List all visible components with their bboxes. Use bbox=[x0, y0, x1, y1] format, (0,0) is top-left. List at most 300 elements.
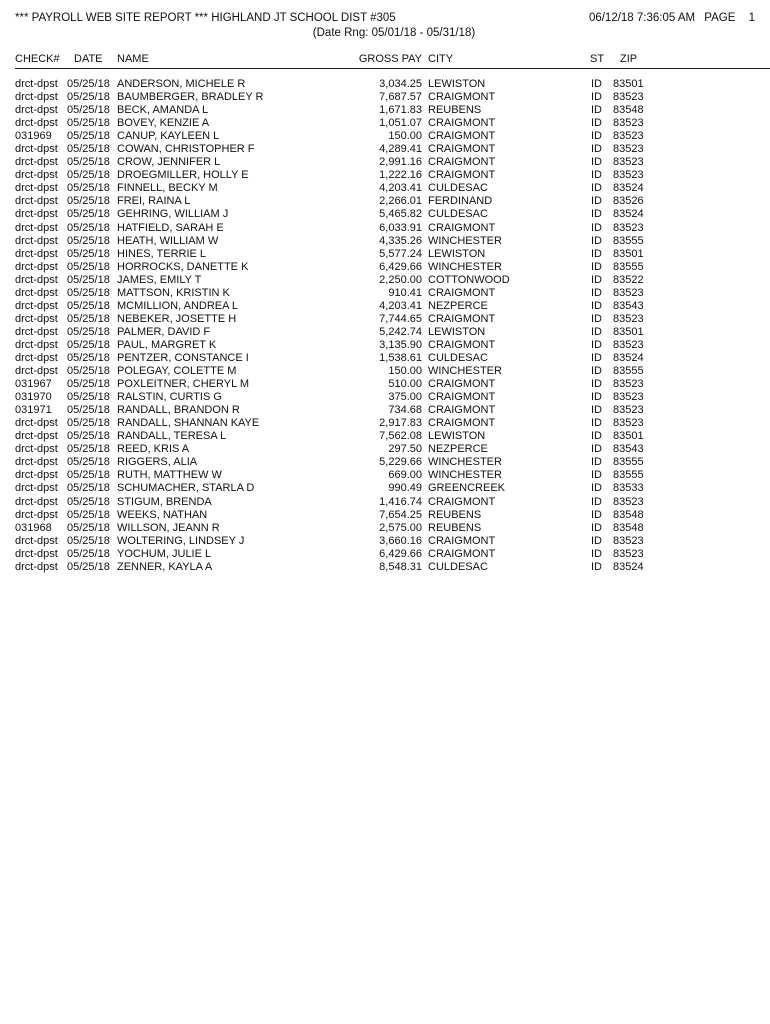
gross-pay: 5,242.74 bbox=[379, 325, 422, 338]
state: ID bbox=[591, 456, 602, 469]
zip-code: 83522 bbox=[613, 273, 644, 286]
table-row bbox=[15, 143, 770, 156]
state: ID bbox=[591, 299, 602, 312]
payroll-table-body bbox=[15, 78, 770, 574]
state: ID bbox=[591, 156, 602, 169]
zip-code: 83526 bbox=[613, 195, 644, 208]
gross-pay: 6,429.66 bbox=[379, 547, 422, 560]
state: ID bbox=[591, 234, 602, 247]
table-row bbox=[15, 208, 770, 221]
report-title: *** PAYROLL WEB SITE REPORT *** HIGHLAND JT SCHOOL DIST #305 bbox=[15, 12, 396, 24]
check-number: drct-dpst bbox=[15, 534, 58, 547]
zip-code: 83543 bbox=[613, 443, 644, 456]
zip-code: 83533 bbox=[613, 482, 644, 495]
gross-pay: 7,744.65 bbox=[379, 312, 422, 325]
city: WINCHESTER bbox=[428, 365, 502, 378]
check-number: drct-dpst bbox=[15, 547, 58, 560]
city: CULDESAC bbox=[428, 182, 488, 195]
state: ID bbox=[591, 378, 602, 391]
table-row bbox=[15, 313, 770, 326]
gross-pay: 2,266.01 bbox=[379, 195, 422, 208]
city: CRAIGMONT bbox=[428, 391, 496, 404]
zip-code: 83523 bbox=[613, 534, 644, 547]
zip-code: 83523 bbox=[613, 404, 644, 417]
table-row bbox=[15, 261, 770, 274]
state: ID bbox=[591, 143, 602, 156]
employee-name: GEHRING, WILLIAM J bbox=[117, 208, 229, 221]
zip-code: 83523 bbox=[613, 117, 644, 130]
pay-date: 05/25/18 bbox=[67, 234, 110, 247]
table-row bbox=[15, 365, 770, 378]
run-timestamp: 06/12/18 7:36:05 AM bbox=[588, 12, 696, 24]
city: FERDINAND bbox=[428, 195, 493, 208]
zip-code: 83523 bbox=[613, 91, 644, 104]
employee-name: REED, KRIS A bbox=[117, 443, 190, 456]
check-number: drct-dpst bbox=[15, 351, 58, 364]
zip-code: 83523 bbox=[613, 130, 644, 143]
check-number: drct-dpst bbox=[15, 456, 58, 469]
state: ID bbox=[591, 325, 602, 338]
check-number: drct-dpst bbox=[15, 299, 58, 312]
state: ID bbox=[591, 391, 602, 404]
state: ID bbox=[591, 365, 602, 378]
employee-name: RANDALL, SHANNAN KAYE bbox=[117, 417, 260, 430]
pay-date: 05/25/18 bbox=[67, 299, 110, 312]
gross-pay: 3,660.16 bbox=[379, 534, 422, 547]
column-header-gross-pay: GROSS PAY bbox=[358, 53, 422, 65]
city: WINCHESTER bbox=[428, 469, 502, 482]
gross-pay: 734.68 bbox=[388, 404, 422, 417]
check-number: drct-dpst bbox=[15, 143, 58, 156]
state: ID bbox=[591, 443, 602, 456]
check-number: drct-dpst bbox=[15, 247, 58, 260]
employee-name: RANDALL, BRANDON R bbox=[117, 404, 240, 417]
zip-code: 83523 bbox=[613, 547, 644, 560]
column-header-zip: ZIP bbox=[620, 53, 638, 65]
city: CRAIGMONT bbox=[428, 156, 496, 169]
pay-date: 05/25/18 bbox=[67, 365, 110, 378]
employee-name: HATFIELD, SARAH E bbox=[117, 221, 224, 234]
state: ID bbox=[591, 417, 602, 430]
state: ID bbox=[591, 117, 602, 130]
zip-code: 83523 bbox=[613, 143, 644, 156]
gross-pay: 5,465.82 bbox=[379, 208, 422, 221]
table-row bbox=[15, 156, 770, 169]
city: REUBENS bbox=[428, 521, 482, 534]
pay-date: 05/25/18 bbox=[67, 286, 110, 299]
pay-date: 05/25/18 bbox=[67, 378, 110, 391]
state: ID bbox=[591, 195, 602, 208]
check-number: drct-dpst bbox=[15, 169, 58, 182]
city: CRAIGMONT bbox=[428, 534, 496, 547]
state: ID bbox=[591, 495, 602, 508]
city: NEZPERCE bbox=[428, 443, 488, 456]
check-number: drct-dpst bbox=[15, 495, 58, 508]
employee-name: BAUMBERGER, BRADLEY R bbox=[117, 91, 264, 104]
column-header-date: DATE bbox=[74, 53, 103, 65]
gross-pay: 1,538.61 bbox=[379, 351, 422, 364]
zip-code: 83523 bbox=[613, 417, 644, 430]
city: REUBENS bbox=[428, 104, 482, 117]
state: ID bbox=[591, 560, 602, 573]
gross-pay: 1,671.83 bbox=[379, 104, 422, 117]
zip-code: 83548 bbox=[613, 104, 644, 117]
city: WINCHESTER bbox=[428, 260, 502, 273]
table-row bbox=[15, 430, 770, 443]
pay-date: 05/25/18 bbox=[67, 325, 110, 338]
city: CRAIGMONT bbox=[428, 378, 496, 391]
zip-code: 83555 bbox=[613, 365, 644, 378]
employee-name: POXLEITNER, CHERYL M bbox=[117, 378, 250, 391]
city: LEWISTON bbox=[428, 78, 486, 90]
city: LEWISTON bbox=[428, 325, 486, 338]
city: CRAIGMONT bbox=[428, 221, 496, 234]
page-label: PAGE bbox=[704, 12, 736, 24]
pay-date: 05/25/18 bbox=[67, 273, 110, 286]
city: GREENCREEK bbox=[428, 482, 506, 495]
pay-date: 05/25/18 bbox=[67, 404, 110, 417]
table-row bbox=[15, 300, 770, 313]
zip-code: 83524 bbox=[613, 560, 644, 573]
employee-name: YOCHUM, JULIE L bbox=[117, 547, 212, 560]
table-row bbox=[15, 182, 770, 195]
city: LEWISTON bbox=[428, 430, 486, 443]
gross-pay: 4,289.41 bbox=[379, 143, 422, 156]
city: CRAIGMONT bbox=[428, 338, 496, 351]
gross-pay: 7,687.57 bbox=[379, 91, 422, 104]
table-row bbox=[15, 91, 770, 104]
state: ID bbox=[591, 534, 602, 547]
zip-code: 83543 bbox=[613, 299, 644, 312]
check-number: drct-dpst bbox=[15, 508, 58, 521]
table-row bbox=[15, 222, 770, 235]
zip-code: 83523 bbox=[613, 156, 644, 169]
state: ID bbox=[591, 286, 602, 299]
column-header-check: CHECK# bbox=[15, 53, 60, 65]
table-row bbox=[15, 104, 770, 117]
table-row bbox=[15, 391, 770, 404]
zip-code: 83501 bbox=[613, 247, 644, 260]
zip-code: 83523 bbox=[613, 338, 644, 351]
employee-name: ZENNER, KAYLA A bbox=[117, 560, 213, 573]
zip-code: 83501 bbox=[613, 325, 644, 338]
gross-pay: 1,222.16 bbox=[379, 169, 422, 182]
employee-name: HORROCKS, DANETTE K bbox=[117, 260, 249, 273]
employee-name: CANUP, KAYLEEN L bbox=[117, 130, 220, 143]
zip-code: 83524 bbox=[613, 351, 644, 364]
table-row bbox=[15, 561, 770, 574]
pay-date: 05/25/18 bbox=[67, 312, 110, 325]
check-number: drct-dpst bbox=[15, 273, 58, 286]
check-number: 031967 bbox=[15, 378, 52, 391]
table-row bbox=[15, 169, 770, 182]
city: COTTONWOOD bbox=[428, 273, 510, 286]
zip-code: 83501 bbox=[613, 78, 644, 90]
gross-pay: 6,429.66 bbox=[379, 260, 422, 273]
state: ID bbox=[591, 273, 602, 286]
pay-date: 05/25/18 bbox=[67, 521, 110, 534]
pay-date: 05/25/18 bbox=[67, 351, 110, 364]
pay-date: 05/25/18 bbox=[67, 91, 110, 104]
employee-name: PENTZER, CONSTANCE I bbox=[117, 351, 249, 364]
zip-code: 83523 bbox=[613, 286, 644, 299]
gross-pay: 1,416.74 bbox=[379, 495, 422, 508]
table-row bbox=[15, 130, 770, 143]
employee-name: STIGUM, BRENDA bbox=[117, 495, 212, 508]
employee-name: RANDALL, TERESA L bbox=[117, 430, 227, 443]
gross-pay: 4,335.26 bbox=[379, 234, 422, 247]
city: CULDESAC bbox=[428, 560, 488, 573]
state: ID bbox=[591, 182, 602, 195]
table-row bbox=[15, 235, 770, 248]
pay-date: 05/25/18 bbox=[67, 169, 110, 182]
table-row bbox=[15, 456, 770, 469]
state: ID bbox=[591, 547, 602, 560]
employee-name: MATTSON, KRISTIN K bbox=[117, 286, 230, 299]
city: WINCHESTER bbox=[428, 234, 502, 247]
gross-pay: 8,548.31 bbox=[379, 560, 422, 573]
employee-name: SCHUMACHER, STARLA D bbox=[117, 482, 255, 495]
check-number: drct-dpst bbox=[15, 208, 58, 221]
state: ID bbox=[591, 482, 602, 495]
gross-pay: 297.50 bbox=[388, 443, 422, 456]
pay-date: 05/25/18 bbox=[67, 456, 110, 469]
employee-name: WOLTERING, LINDSEY J bbox=[117, 534, 245, 547]
column-header-city: CITY bbox=[428, 53, 454, 65]
pay-date: 05/25/18 bbox=[67, 182, 110, 195]
city: CRAIGMONT bbox=[428, 312, 496, 325]
check-number: drct-dpst bbox=[15, 338, 58, 351]
state: ID bbox=[591, 247, 602, 260]
pay-date: 05/25/18 bbox=[67, 247, 110, 260]
check-number: drct-dpst bbox=[15, 365, 58, 378]
check-number: drct-dpst bbox=[15, 560, 58, 573]
city: WINCHESTER bbox=[428, 456, 502, 469]
city: CRAIGMONT bbox=[428, 130, 496, 143]
gross-pay: 3,034.25 bbox=[379, 78, 422, 90]
state: ID bbox=[591, 130, 602, 143]
city: REUBENS bbox=[428, 508, 482, 521]
city: CRAIGMONT bbox=[428, 404, 496, 417]
check-number: drct-dpst bbox=[15, 234, 58, 247]
zip-code: 83555 bbox=[613, 234, 644, 247]
pay-date: 05/25/18 bbox=[67, 117, 110, 130]
check-number: 031971 bbox=[15, 404, 52, 417]
table-row bbox=[15, 78, 770, 91]
zip-code: 83523 bbox=[613, 169, 644, 182]
check-number: 031970 bbox=[15, 391, 52, 404]
pay-date: 05/25/18 bbox=[67, 508, 110, 521]
state: ID bbox=[591, 208, 602, 221]
state: ID bbox=[591, 351, 602, 364]
table-row bbox=[15, 352, 770, 365]
zip-code: 83524 bbox=[613, 208, 644, 221]
check-number: drct-dpst bbox=[15, 78, 58, 90]
table-row bbox=[15, 326, 770, 339]
report-run-info bbox=[589, 12, 755, 24]
check-number: drct-dpst bbox=[15, 221, 58, 234]
check-number: drct-dpst bbox=[15, 91, 58, 104]
check-number: drct-dpst bbox=[15, 312, 58, 325]
column-header-row bbox=[15, 53, 770, 67]
employee-name: PALMER, DAVID F bbox=[117, 325, 211, 338]
employee-name: WILLSON, JEANN R bbox=[117, 521, 220, 534]
table-row bbox=[15, 482, 770, 495]
table-row bbox=[15, 274, 770, 287]
city: CRAIGMONT bbox=[428, 143, 496, 156]
table-row bbox=[15, 287, 770, 300]
gross-pay: 5,577.24 bbox=[379, 247, 422, 260]
gross-pay: 375.00 bbox=[388, 391, 422, 404]
table-row bbox=[15, 509, 770, 522]
gross-pay: 1,051.07 bbox=[379, 117, 422, 130]
gross-pay: 2,575.00 bbox=[379, 521, 422, 534]
gross-pay: 2,991.16 bbox=[379, 156, 422, 169]
zip-code: 83548 bbox=[613, 521, 644, 534]
employee-name: COWAN, CHRISTOPHER F bbox=[117, 143, 255, 156]
employee-name: DROEGMILLER, HOLLY E bbox=[117, 169, 249, 182]
zip-code: 83523 bbox=[613, 378, 644, 391]
gross-pay: 7,562.08 bbox=[379, 430, 422, 443]
check-number: drct-dpst bbox=[15, 117, 58, 130]
state: ID bbox=[591, 338, 602, 351]
employee-name: RUTH, MATTHEW W bbox=[117, 469, 222, 482]
table-row bbox=[15, 469, 770, 482]
date-range: (Date Rng: 05/01/18 - 05/31/18) bbox=[312, 27, 476, 39]
gross-pay: 510.00 bbox=[388, 378, 422, 391]
city: CRAIGMONT bbox=[428, 417, 496, 430]
pay-date: 05/25/18 bbox=[67, 221, 110, 234]
pay-date: 05/25/18 bbox=[67, 482, 110, 495]
city: CULDESAC bbox=[428, 351, 488, 364]
pay-date: 05/25/18 bbox=[67, 130, 110, 143]
city: CRAIGMONT bbox=[428, 547, 496, 560]
gross-pay: 4,203.41 bbox=[379, 299, 422, 312]
check-number: drct-dpst bbox=[15, 286, 58, 299]
gross-pay: 669.00 bbox=[388, 469, 422, 482]
pay-date: 05/25/18 bbox=[67, 534, 110, 547]
pay-date: 05/25/18 bbox=[67, 338, 110, 351]
pay-date: 05/25/18 bbox=[67, 143, 110, 156]
check-number: drct-dpst bbox=[15, 104, 58, 117]
zip-code: 83523 bbox=[613, 391, 644, 404]
city: CRAIGMONT bbox=[428, 117, 496, 130]
employee-name: NEBEKER, JOSETTE H bbox=[117, 312, 237, 325]
check-number: drct-dpst bbox=[15, 417, 58, 430]
employee-name: POLEGAY, COLETTE M bbox=[117, 365, 237, 378]
report-header bbox=[15, 12, 755, 26]
city: CRAIGMONT bbox=[428, 169, 496, 182]
table-row bbox=[15, 404, 770, 417]
employee-name: HINES, TERRIE L bbox=[117, 247, 207, 260]
state: ID bbox=[591, 430, 602, 443]
gross-pay: 2,250.00 bbox=[379, 273, 422, 286]
gross-pay: 910.41 bbox=[388, 286, 422, 299]
table-row bbox=[15, 496, 770, 509]
employee-name: HEATH, WILLIAM W bbox=[117, 234, 219, 247]
employee-name: JAMES, EMILY T bbox=[117, 273, 202, 286]
state: ID bbox=[591, 469, 602, 482]
check-number: drct-dpst bbox=[15, 182, 58, 195]
zip-code: 83555 bbox=[613, 456, 644, 469]
state: ID bbox=[591, 312, 602, 325]
employee-name: ANDERSON, MICHELE R bbox=[117, 78, 246, 90]
table-row bbox=[15, 535, 770, 548]
gross-pay: 4,203.41 bbox=[379, 182, 422, 195]
employee-name: MCMILLION, ANDREA L bbox=[117, 299, 239, 312]
state: ID bbox=[591, 78, 602, 90]
gross-pay: 990.49 bbox=[388, 482, 422, 495]
pay-date: 05/25/18 bbox=[67, 417, 110, 430]
zip-code: 83523 bbox=[613, 495, 644, 508]
gross-pay: 6,033.91 bbox=[379, 221, 422, 234]
table-row bbox=[15, 417, 770, 430]
zip-code: 83523 bbox=[613, 221, 644, 234]
pay-date: 05/25/18 bbox=[67, 195, 110, 208]
employee-name: RIGGERS, ALIA bbox=[117, 456, 198, 469]
gross-pay: 150.00 bbox=[388, 130, 422, 143]
city: CRAIGMONT bbox=[428, 286, 496, 299]
gross-pay: 3,135.90 bbox=[379, 338, 422, 351]
check-number: drct-dpst bbox=[15, 156, 58, 169]
column-header-name: NAME bbox=[117, 53, 149, 65]
pay-date: 05/25/18 bbox=[67, 443, 110, 456]
state: ID bbox=[591, 104, 602, 117]
header-divider bbox=[15, 68, 770, 69]
zip-code: 83523 bbox=[613, 312, 644, 325]
employee-name: PAUL, MARGRET K bbox=[117, 338, 217, 351]
table-row bbox=[15, 548, 770, 561]
table-row bbox=[15, 117, 770, 130]
zip-code: 83548 bbox=[613, 508, 644, 521]
state: ID bbox=[591, 508, 602, 521]
pay-date: 05/25/18 bbox=[67, 208, 110, 221]
employee-name: CROW, JENNIFER L bbox=[117, 156, 221, 169]
zip-code: 83555 bbox=[613, 469, 644, 482]
check-number: drct-dpst bbox=[15, 469, 58, 482]
state: ID bbox=[591, 91, 602, 104]
zip-code: 83555 bbox=[613, 260, 644, 273]
check-number: drct-dpst bbox=[15, 443, 58, 456]
employee-name: WEEKS, NATHAN bbox=[117, 508, 208, 521]
check-number: drct-dpst bbox=[15, 482, 58, 495]
pay-date: 05/25/18 bbox=[67, 430, 110, 443]
check-number: 031969 bbox=[15, 130, 52, 143]
zip-code: 83501 bbox=[613, 430, 644, 443]
employee-name: BECK, AMANDA L bbox=[117, 104, 209, 117]
table-row bbox=[15, 378, 770, 391]
state: ID bbox=[591, 169, 602, 182]
pay-date: 05/25/18 bbox=[67, 391, 110, 404]
table-row bbox=[15, 248, 770, 261]
employee-name: FREI, RAINA L bbox=[117, 195, 191, 208]
pay-date: 05/25/18 bbox=[67, 469, 110, 482]
page-number: 1 bbox=[748, 12, 755, 24]
state: ID bbox=[591, 521, 602, 534]
gross-pay: 2,917.83 bbox=[379, 417, 422, 430]
city: CULDESAC bbox=[428, 208, 488, 221]
employee-name: RALSTIN, CURTIS G bbox=[117, 391, 222, 404]
pay-date: 05/25/18 bbox=[67, 260, 110, 273]
column-header-state: ST bbox=[590, 53, 605, 65]
table-row bbox=[15, 339, 770, 352]
state: ID bbox=[591, 260, 602, 273]
gross-pay: 5,229.66 bbox=[379, 456, 422, 469]
table-row bbox=[15, 522, 770, 535]
employee-name: FINNELL, BECKY M bbox=[117, 182, 218, 195]
pay-date: 05/25/18 bbox=[67, 495, 110, 508]
check-number: 031968 bbox=[15, 521, 52, 534]
